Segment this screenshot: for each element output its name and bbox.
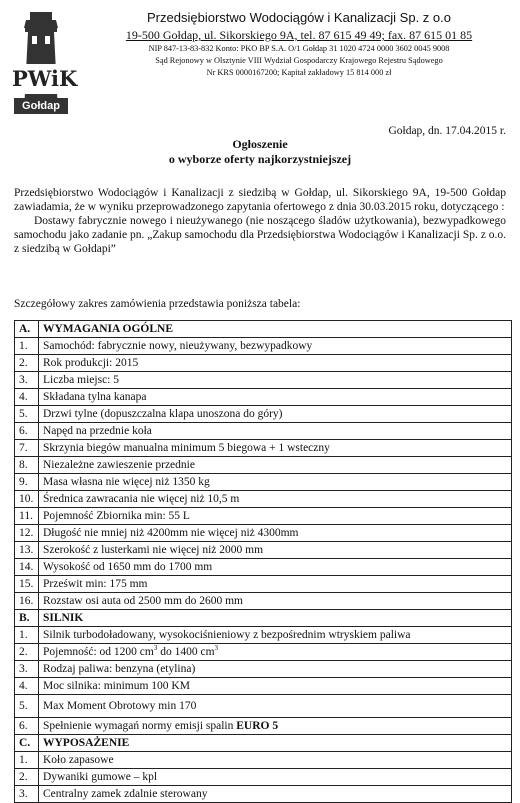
row-text xyxy=(39,644,512,661)
table-row xyxy=(15,644,512,661)
row-text-part: Rok produkcji: 2015 xyxy=(43,357,139,369)
section-header xyxy=(15,610,512,627)
table-lead: Szczegółowy zakres zamówienia przedstawia poniższa tabela: xyxy=(14,298,301,310)
row-number: 4. xyxy=(15,678,39,695)
row-text xyxy=(39,338,512,355)
row-text-part: Moc silnika: minimum 100 KM xyxy=(43,680,190,692)
company-header xyxy=(88,10,510,79)
row-number: 3. xyxy=(15,372,39,389)
paragraph-subject: Dostawy fabrycznie nowego i nieużywanego (nie noszącego śladów użytkowania), bezwypadkowego samochodu jako zadanie pn. „Zakup samochodu dla Przedsiębiorstwa Wodociągów i Kanalizacji Sp. z o.o. z siedzibą w Gołdapi” xyxy=(14,215,506,255)
table-row xyxy=(15,718,512,735)
table-row xyxy=(15,678,512,695)
row-text-bold: EURO 5 xyxy=(236,720,279,732)
row-text-part: Pojemność: od 1200 cm xyxy=(43,646,154,658)
announcement-body xyxy=(14,186,506,256)
title-line-2: o wyborze oferty najkorzystniejszej xyxy=(168,152,352,166)
section-title: SILNIK xyxy=(39,610,512,627)
row-text-part: Napęd na przednie koła xyxy=(43,425,152,437)
logo-city: Gołdap xyxy=(22,100,60,112)
row-number: 1. xyxy=(15,627,39,644)
row-number: 13. xyxy=(15,542,39,559)
row-text-part: Spełnienie wymagań normy emisji spalin xyxy=(43,720,237,732)
row-number: 6. xyxy=(15,718,39,735)
table-row xyxy=(15,457,512,474)
row-number: 6. xyxy=(15,423,39,440)
row-text-part: Składana tylna kanapa xyxy=(43,391,147,403)
row-text xyxy=(39,718,512,735)
row-text xyxy=(39,678,512,695)
row-text-part: Niezależne zawieszenie przednie xyxy=(43,459,195,471)
table-row xyxy=(15,559,512,576)
row-text-part: Koło zapasowe xyxy=(43,754,114,766)
row-text-part: Pojemność Zbiornika min: 55 L xyxy=(43,510,190,522)
table-row xyxy=(15,491,512,508)
row-text xyxy=(39,491,512,508)
table-row xyxy=(15,338,512,355)
row-text-part: Wysokość od 1650 mm do 1700 mm xyxy=(43,561,213,573)
row-text xyxy=(39,406,512,423)
row-text-part: Rodzaj paliwa: benzyna (etylina) xyxy=(43,663,196,675)
section-header xyxy=(15,735,512,752)
row-number: 3. xyxy=(15,786,39,803)
row-number: 4. xyxy=(15,389,39,406)
table-row xyxy=(15,695,512,718)
row-text xyxy=(39,542,512,559)
company-address: 19-500 Gołdap, ul. Sikorskiego 9A, tel. 87 615 49 49; fax. 87 615 01 85 xyxy=(125,28,473,42)
table-row xyxy=(15,423,512,440)
row-text-part: Długość nie mniej niż 4200mm nie więcej niż 4300mm xyxy=(43,527,299,539)
company-court: Sąd Rejonowy w Olsztynie VIII Wydział Gospodarczy Krajowego Rejestru Sądowego xyxy=(155,56,443,65)
row-number: 1. xyxy=(15,338,39,355)
superscript: 3 xyxy=(214,644,219,653)
row-text xyxy=(39,440,512,457)
row-number: 1. xyxy=(15,752,39,769)
section-label: A. xyxy=(15,321,39,338)
row-text xyxy=(39,695,512,718)
section-header xyxy=(15,321,512,338)
table-row xyxy=(15,508,512,525)
row-text xyxy=(39,593,512,610)
table-row xyxy=(15,752,512,769)
company-krs: Nr KRS 0000167200; Kapitał zakładowy 15 814 000 zł xyxy=(206,68,392,77)
row-text-part: Dywaniki gumowe – kpl xyxy=(43,771,158,783)
requirements-table xyxy=(14,320,512,803)
document-date: Gołdap, dn. 17.04.2015 r. xyxy=(388,125,506,137)
row-text-part: Szerokość z lusterkami nie więcej niż 2000 mm xyxy=(43,544,264,556)
row-number: 9. xyxy=(15,474,39,491)
row-number: 2. xyxy=(15,355,39,372)
company-logo xyxy=(12,8,78,116)
row-text xyxy=(39,372,512,389)
row-text xyxy=(39,525,512,542)
table-row xyxy=(15,542,512,559)
row-text xyxy=(39,559,512,576)
row-number: 8. xyxy=(15,457,39,474)
row-number: 2. xyxy=(15,644,39,661)
company-name: Przedsiębiorstwo Wodociągów i Kanalizacji Sp. z o.o xyxy=(147,10,451,25)
row-number: 12. xyxy=(15,525,39,542)
row-text-part: Silnik turbodoładowany, wysokociśnieniowy z bezpośrednim wtryskiem paliwa xyxy=(43,629,411,641)
table-row xyxy=(15,661,512,678)
row-number: 2. xyxy=(15,769,39,786)
row-text-part: Prześwit min: 175 mm xyxy=(43,578,148,590)
row-text-part: Masa własna nie więcej niż 1350 kg xyxy=(43,476,210,488)
superscript: 3 xyxy=(153,644,158,653)
logo-text: PWiK xyxy=(12,66,78,91)
row-number: 10. xyxy=(15,491,39,508)
row-number: 7. xyxy=(15,440,39,457)
row-text-part: do 1400 cm xyxy=(157,646,215,658)
table-row xyxy=(15,525,512,542)
row-text xyxy=(39,355,512,372)
row-text xyxy=(39,661,512,678)
row-text xyxy=(39,474,512,491)
table-row xyxy=(15,769,512,786)
table-row xyxy=(15,786,512,803)
title-line-1: Ogłoszenie xyxy=(232,137,288,151)
row-number: 16. xyxy=(15,593,39,610)
row-text-part: Skrzynia biegów manualna minimum 5 biegowa + 1 wsteczny xyxy=(43,442,330,454)
row-text-part: Średnica zawracania nie więcej niż 10,5 m xyxy=(43,493,240,505)
table-row xyxy=(15,389,512,406)
section-label: C. xyxy=(15,735,39,752)
table-row xyxy=(15,576,512,593)
row-number: 3. xyxy=(15,661,39,678)
table-row xyxy=(15,406,512,423)
section-title: WYPOSAŻENIE xyxy=(39,735,512,752)
row-text xyxy=(39,769,512,786)
row-number: 14. xyxy=(15,559,39,576)
row-number: 15. xyxy=(15,576,39,593)
table-row xyxy=(15,593,512,610)
row-text-part: Liczba miejsc: 5 xyxy=(43,374,119,386)
table-row xyxy=(15,440,512,457)
row-text xyxy=(39,786,512,803)
row-text-part: Centralny zamek zdalnie sterowany xyxy=(43,788,208,800)
row-text-part: Samochód: fabrycznie nowy, nieużywany, bezwypadkowy xyxy=(43,340,313,352)
section-label: B. xyxy=(15,610,39,627)
row-text-part: Rozstaw osi auta od 2500 mm do 2600 mm xyxy=(43,595,243,607)
table-row xyxy=(15,372,512,389)
row-text-part: Max Moment Obrotowy min 170 xyxy=(43,700,197,712)
row-number: 5. xyxy=(15,406,39,423)
document-title xyxy=(0,137,520,167)
row-number: 5. xyxy=(15,695,39,718)
company-nip: NIP 847-13-83-832 Konto: PKO BP S.A. O/1 Gołdap 31 1020 4724 0000 3602 0045 9008 xyxy=(148,44,450,53)
row-text xyxy=(39,457,512,474)
table-row xyxy=(15,355,512,372)
row-text xyxy=(39,752,512,769)
row-text xyxy=(39,627,512,644)
paragraph-intro: Przedsiębiorstwo Wodociągów i Kanalizacji z siedzibą w Gołdap, ul. Sikorskiego 9A, 19-500 Gołdap zawiadamia, że w wyniku przeprowadzonego zapytania ofertowego z dnia 30.03.2015 roku, dotyczącego : xyxy=(14,187,506,213)
section-title: WYMAGANIA OGÓLNE xyxy=(39,321,512,338)
row-text-part: Drzwi tylne (dopuszczalna klapa unoszona do góry) xyxy=(43,408,283,420)
row-number: 11. xyxy=(15,508,39,525)
table-row xyxy=(15,627,512,644)
table-row xyxy=(15,474,512,491)
row-text xyxy=(39,508,512,525)
row-text xyxy=(39,423,512,440)
row-text xyxy=(39,576,512,593)
row-text xyxy=(39,389,512,406)
